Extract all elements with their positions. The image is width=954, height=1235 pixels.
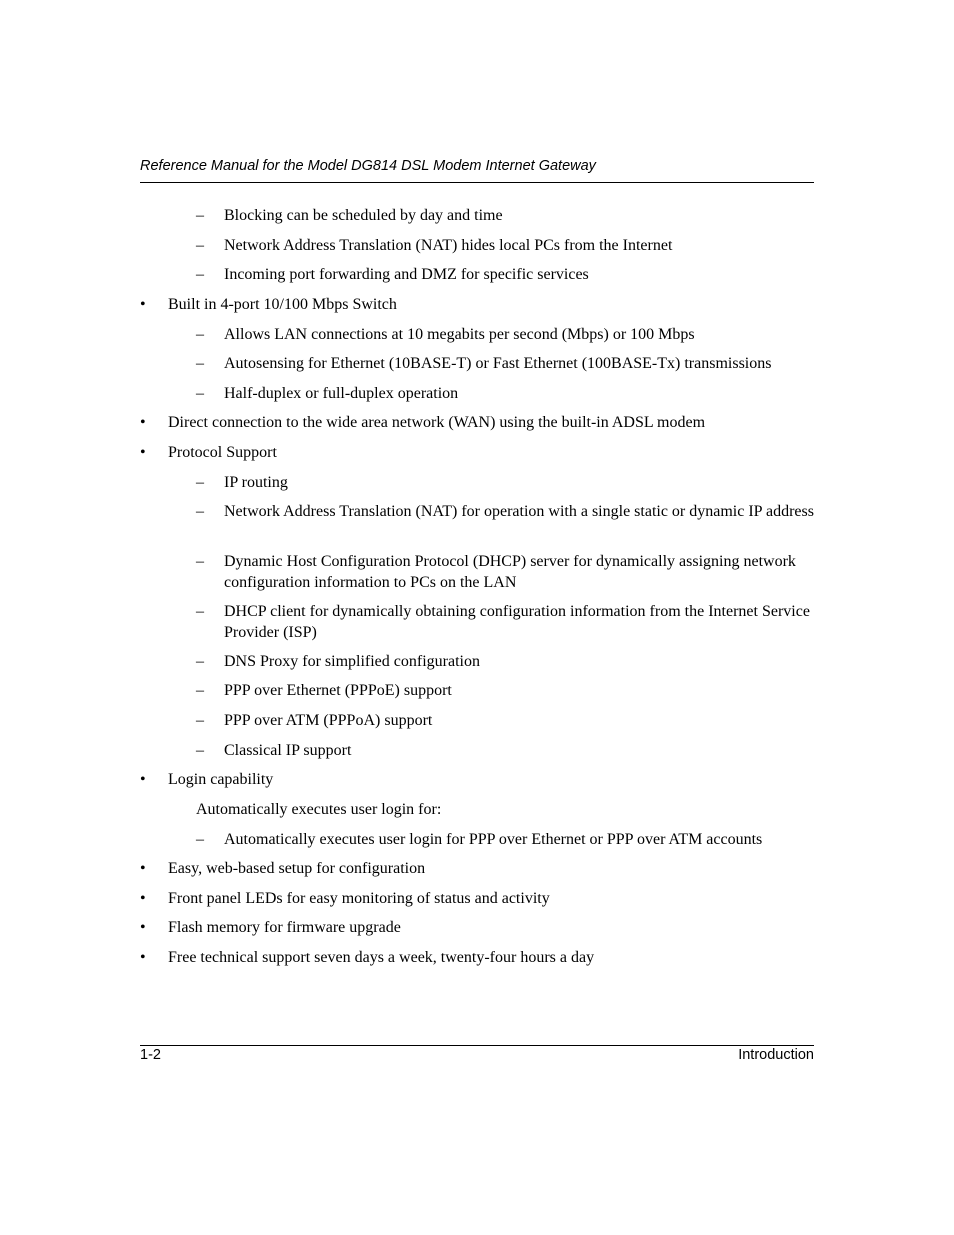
list-item-text: Dynamic Host Configuration Protocol (DHCP) server for dynamically assigning network configuration information to PCs on the LAN: [224, 553, 796, 591]
list-item-text: Direct connection to the wide area network (WAN) using the built-in ADSL modem: [168, 414, 706, 431]
dash-marker: –: [196, 682, 204, 699]
dash-marker: –: [196, 207, 204, 224]
list-item-text: Incoming port forwarding and DMZ for specific services: [224, 266, 589, 283]
list-item-text: Easy, web-based setup for configuration: [168, 860, 426, 877]
list-item-text: Automatically executes user login for PPP over Ethernet or PPP over ATM accounts: [224, 831, 763, 848]
dash-marker: –: [196, 553, 204, 570]
list-item-text: PPP over Ethernet (PPPoE) support: [224, 682, 452, 699]
page-number: 1-2: [140, 1047, 161, 1063]
list-item-text: Allows LAN connections at 10 megabits per second (Mbps) or 100 Mbps: [224, 326, 695, 343]
bullet-marker: •: [140, 890, 146, 907]
dash-marker: –: [196, 712, 204, 729]
dash-marker: –: [196, 742, 204, 759]
list-item-text: Protocol Support: [168, 444, 277, 461]
list-item-text: Autosensing for Ethernet (10BASE-T) or Fast Ethernet (100BASE-Tx) transmissions: [224, 355, 772, 372]
dash-marker: –: [196, 474, 204, 491]
list-item-text: Classical IP support: [224, 742, 352, 759]
bullet-marker: •: [140, 444, 146, 461]
list-item-text: Login capability: [168, 771, 274, 788]
dash-marker: –: [196, 266, 204, 283]
list-item-text: Front panel LEDs for easy monitoring of status and activity: [168, 890, 550, 907]
list-item-text: Built in 4-port 10/100 Mbps Switch: [168, 296, 397, 313]
list-item-text: IP routing: [224, 474, 288, 491]
dash-marker: –: [196, 603, 204, 620]
header-rule: [140, 182, 814, 183]
paragraph-text: Automatically executes user login for:: [196, 801, 442, 818]
running-header-title: Reference Manual for the Model DG814 DSL Modem Internet Gateway: [140, 158, 596, 174]
list-item-text: DHCP client for dynamically obtaining configuration information from the Internet Service Provider (ISP): [224, 603, 810, 641]
list-item-text: PPP over ATM (PPPoA) support: [224, 712, 433, 729]
dash-marker: –: [196, 385, 204, 402]
dash-marker: –: [196, 653, 204, 670]
list-item-text: Network Address Translation (NAT) hides local PCs from the Internet: [224, 237, 673, 254]
bullet-marker: •: [140, 771, 146, 788]
bullet-marker: •: [140, 949, 146, 966]
footer-section-name: Introduction: [738, 1047, 814, 1063]
list-item-text: Flash memory for firmware upgrade: [168, 919, 401, 936]
bullet-marker: •: [140, 919, 146, 936]
bullet-marker: •: [140, 860, 146, 877]
list-item-text: DNS Proxy for simplified configuration: [224, 653, 480, 670]
dash-marker: –: [196, 326, 204, 343]
dash-marker: –: [196, 237, 204, 254]
dash-marker: –: [196, 503, 204, 520]
bullet-marker: •: [140, 414, 146, 431]
list-item-text: Network Address Translation (NAT) for operation with a single static or dynamic IP address: [224, 503, 814, 520]
footer-rule: [140, 1045, 814, 1046]
list-item-text: Blocking can be scheduled by day and time: [224, 207, 503, 224]
list-item-text: Free technical support seven days a week, twenty-four hours a day: [168, 949, 595, 966]
dash-marker: –: [196, 831, 204, 848]
list-item-text: Half-duplex or full-duplex operation: [224, 385, 459, 402]
bullet-marker: •: [140, 296, 146, 313]
dash-marker: –: [196, 355, 204, 372]
